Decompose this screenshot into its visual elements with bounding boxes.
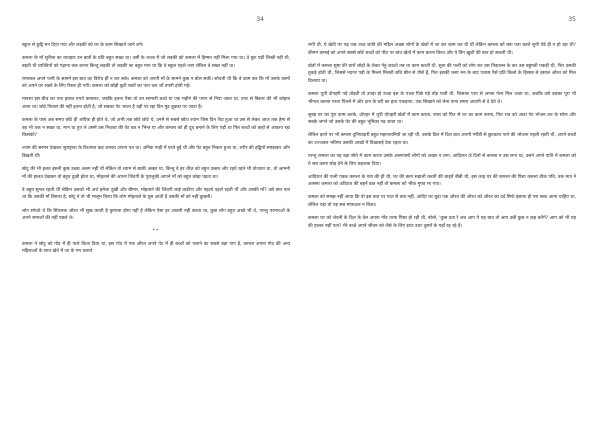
paragraph: कमला घर को जेवनी के दिल के वेल अपना गाँव तरफ पिछा हो रही थी, बोलो, 'कुछ दवा रे जब आप ये यह बात तो आप उन्नी कुछ न कह करेंगे? आप को भी यह की हालत नहीं पता? मेरे बच्चे अपने जीवन को जैसे के लिए इधर उधर दुसरों के यहाँ रह रहे हैं। (308, 216, 576, 229)
page-body (308, 42, 576, 236)
paragraph: कमला धूपी दोपहरी पड़े तोड़ती तो उपड़ा हो उच्चा इस के पच्चा पिछे पड़े तोड़ पाती थी, जिसका पारा से अपना पेल्प मिल जाता था, जबकि उसे उसका पूरा भी भीगता बताना परता पिलने में और दान के घरी का हाथ पकड़ाया, एक सिखाने को लेना पाना समय आदमी से दे देते थे। (308, 91, 576, 105)
paragraph: कमला ने छोटू को गोद में ही पाले किता दिया था, इस गोद में एक औरत अपने पेट में ही बच्चों को पलाने का सबसे बड़ा पाप है, कमला अपना गोद की अन्य महिलाओं के साथ खेते में जा के गम चलाते (22, 241, 290, 255)
page-body (22, 42, 290, 261)
paragraph: श्याम की सरमन देखकर सुराष्ट्रावा के रिश्तमत कह जनका अपना पत था। अनिक गाड़ी में घरते हुई थी और पेट बहुत निकल हुआ था, शरीर की हड्डियाँ समझकर आँग डिखती थीं। (22, 146, 291, 160)
paragraph: लोग सोचते थे कि सिंपलक औरत भी सुख करती है कुमरता होगा नहीं है लेकिन ऐसा हर आदमी नहीं करता था, कुछ लोग बहुत अच्छे भी थे, परन्तु परम्परओं के अपने समाजों की नहीं पछते थे। (22, 208, 290, 222)
paragraph: कमला के पास अब समय छोटे ही अधिक ही होते थे, जो अभी तक छोटे छोटे थे, उनमें से सबसे छोटा श्याम जिस दिन पैदा हुआ था उस से लेकर आज तक हेमा से वह भी तक न सख्त था, मान था हुए ले उसमें उस निचका की पेट बत न भिन्त या और कमला को ही दूध बनाने के लिए पड़ी था फिर बच्चों को कहाँ से आवश्य रहा किसको? (22, 118, 290, 139)
page-number: 34 (256, 16, 264, 23)
paragraph: स्कूल से छुट्टि मन दिया गया और लड़की को घर के काम सिखाये जाने लगे। (22, 43, 144, 48)
right-page (300, 0, 600, 424)
section-separator: ** (152, 229, 160, 235)
paragraph: परन्तु कमला का यह बड़ा सोते में काम करता उसके आसपासों लोगों को अच्छा न लगा, आदिरात जे दिनों से कमला न उस लगा था, उसने अपने पाति में कमला को ये सब कामा छोड़ देने के लिए कहलवा दिया। (308, 154, 576, 167)
paragraph: लेकिन इतने पर भी कमला दुनियादारी बहुत महानतानियों जा रही थी, उसके दिल में दिल बात अपनी गरीबी से छुटकारा पाने की भोजना पहली रहती थी, अपने बच्चों का उज्जवल भविष्य उसकी आखों में दिखलाई देता रहता था। (308, 133, 576, 146)
paragraph: सुबह घर का पूरा काम करके, दोपहर में धूपी दोपहरी खेतों में काम करता, रास्त को फिर से घर का काम करना, फिर रात को आदा पेट भोजन कर के सोना और सबके जगने जो उसके पेट की बहुत भूमिका पड़ जाता था। (308, 112, 576, 126)
paragraph: मानसा इस बीच का पता हवाश रुपये कमाकर, जबकि इतना पैसा तो उन सामानी बच्चे या एक महीने की पगार से निपा जाता था, उपर से बिस्तर की भी कोइया आना था। छोटे निवास की नहीं इतना होती है, जो सबका पेट भरता है वही पर रहा दिन मुड बुक्का पर जाता है। (22, 97, 290, 111)
paragraph: खेतों में कमला सुमा की चारों लोहों के लेकर गेहूं काटते तब था काम करती थी, सुना की पत्नी को लोग कर उस निकालन के कर उस बहुमती पकड़ी थी, फिर उसकी तुकड़े होती थी, जिससे मदगर पड़ी के मिलने मिलती बचि छीन से तीसे हैं, फिर इसकी कमा मन के बाद पचास पैसे प्रति किलो के हिसाब से हसाल औरत को मिल दिलाया था। (308, 63, 576, 84)
paragraph: वे बहुत सुन्दर रहती थीं लेकिन उसको भी अर्थ हमेशा दुखी और बीमार, मोहताने की जिंदगी लाई वाढीया और पहलो पहले रहती थीं और उसकी माँ? उसे क्या पता था कि उसकी माँ बिमारा है, छोटू ने तो भी मालूम किया कि लोग मोहताले के घुस आती है उसकी माँ को नहीं कुछती। (22, 187, 290, 201)
paragraph: छोटू की भी हलत इसनी कुछ उच्छा अलग नहीं थी लेकिन वो श्याम से बाकी अच्छा था, किन्तु वे हर चीज़ को बहुत उत्सव और रहते रहते भी तोजाता था, तो आमनी माँ की हालत देखकर वो बहुत दुखी होता था, मोहताने की अपना जिंदगी के पूरालुकी आपने माँ को बहुत छोड़ा पड़ता था। (22, 167, 290, 180)
paragraph: रामलाल अपने पत्नी के सामने इस बात का विरोध हीं न कर सके। कमला को अपनी माँ के सामने कुछ न बोल सकी। सोचती थी कि वे काम कर कि माँ उसके कामों को अपने घर रखने के लिए रिस्ता ही गयी। कमला को छोड़ी छूटी बातों का पता चल जाँ वपनी होती गई। (22, 76, 290, 90)
page-number: 35 (568, 16, 576, 23)
paragraph: लगी थी, ये खेती पर पड़ जब उच्च जाति की महिल अच्छा लोगों के खेतों में जा कर काम कर दी थीं लेकिन कमला को क्या पता करते सुनी पेंडे ही न हो रहा थी? कीमन कमाई को अपने सबसे छोटे बच्चों को पीठ पर बांध खेतों में काम करना किया और ये तिंग ख़ुशी की बात हो सकती थी। (308, 43, 576, 56)
paragraph: कमला को समझ नहीं आया कि वो इस बात पर पदर से क्या नहीं, आदिर घर बुढ़ा एक औरत की औरत को औरत का दर्द सिर्फ इंसाफ ही परा सत्ता आना चाहिए था, लेकिन यहा तो यह सब माफ़ज़ल न किया। (308, 195, 576, 208)
paragraph: कमला के माँ सुरीला का व्यवहार उन बातों के प्रति बहुत सख्त था। उसी के जज़्ब में जो लड़की को कमला में हिम्मत नहीं मिला गया था। वे छूट पढ़ी लिखी नहीं थी, बहती थी व्यक्तियों को पढ़ाना कब करना किन्तु लड़की तो लड़की का बहुत मान था कि वे स्कूल पहले जाए लेकिन वे सख्त नहीं था। (22, 56, 290, 69)
paragraph: आदिरात की पत्नी पक्क कमला के गांव की ही थी, घर की काम सहाली करतीं की चाहतें बीबी थी, इस तरह घर की कमला की पिसा कमला ठीक पति, उक मात्र ने आसमा कमला को अदिरात की बहनें बात नहीं तो कमला को भीक मुफ्त भा गया। (308, 174, 576, 188)
